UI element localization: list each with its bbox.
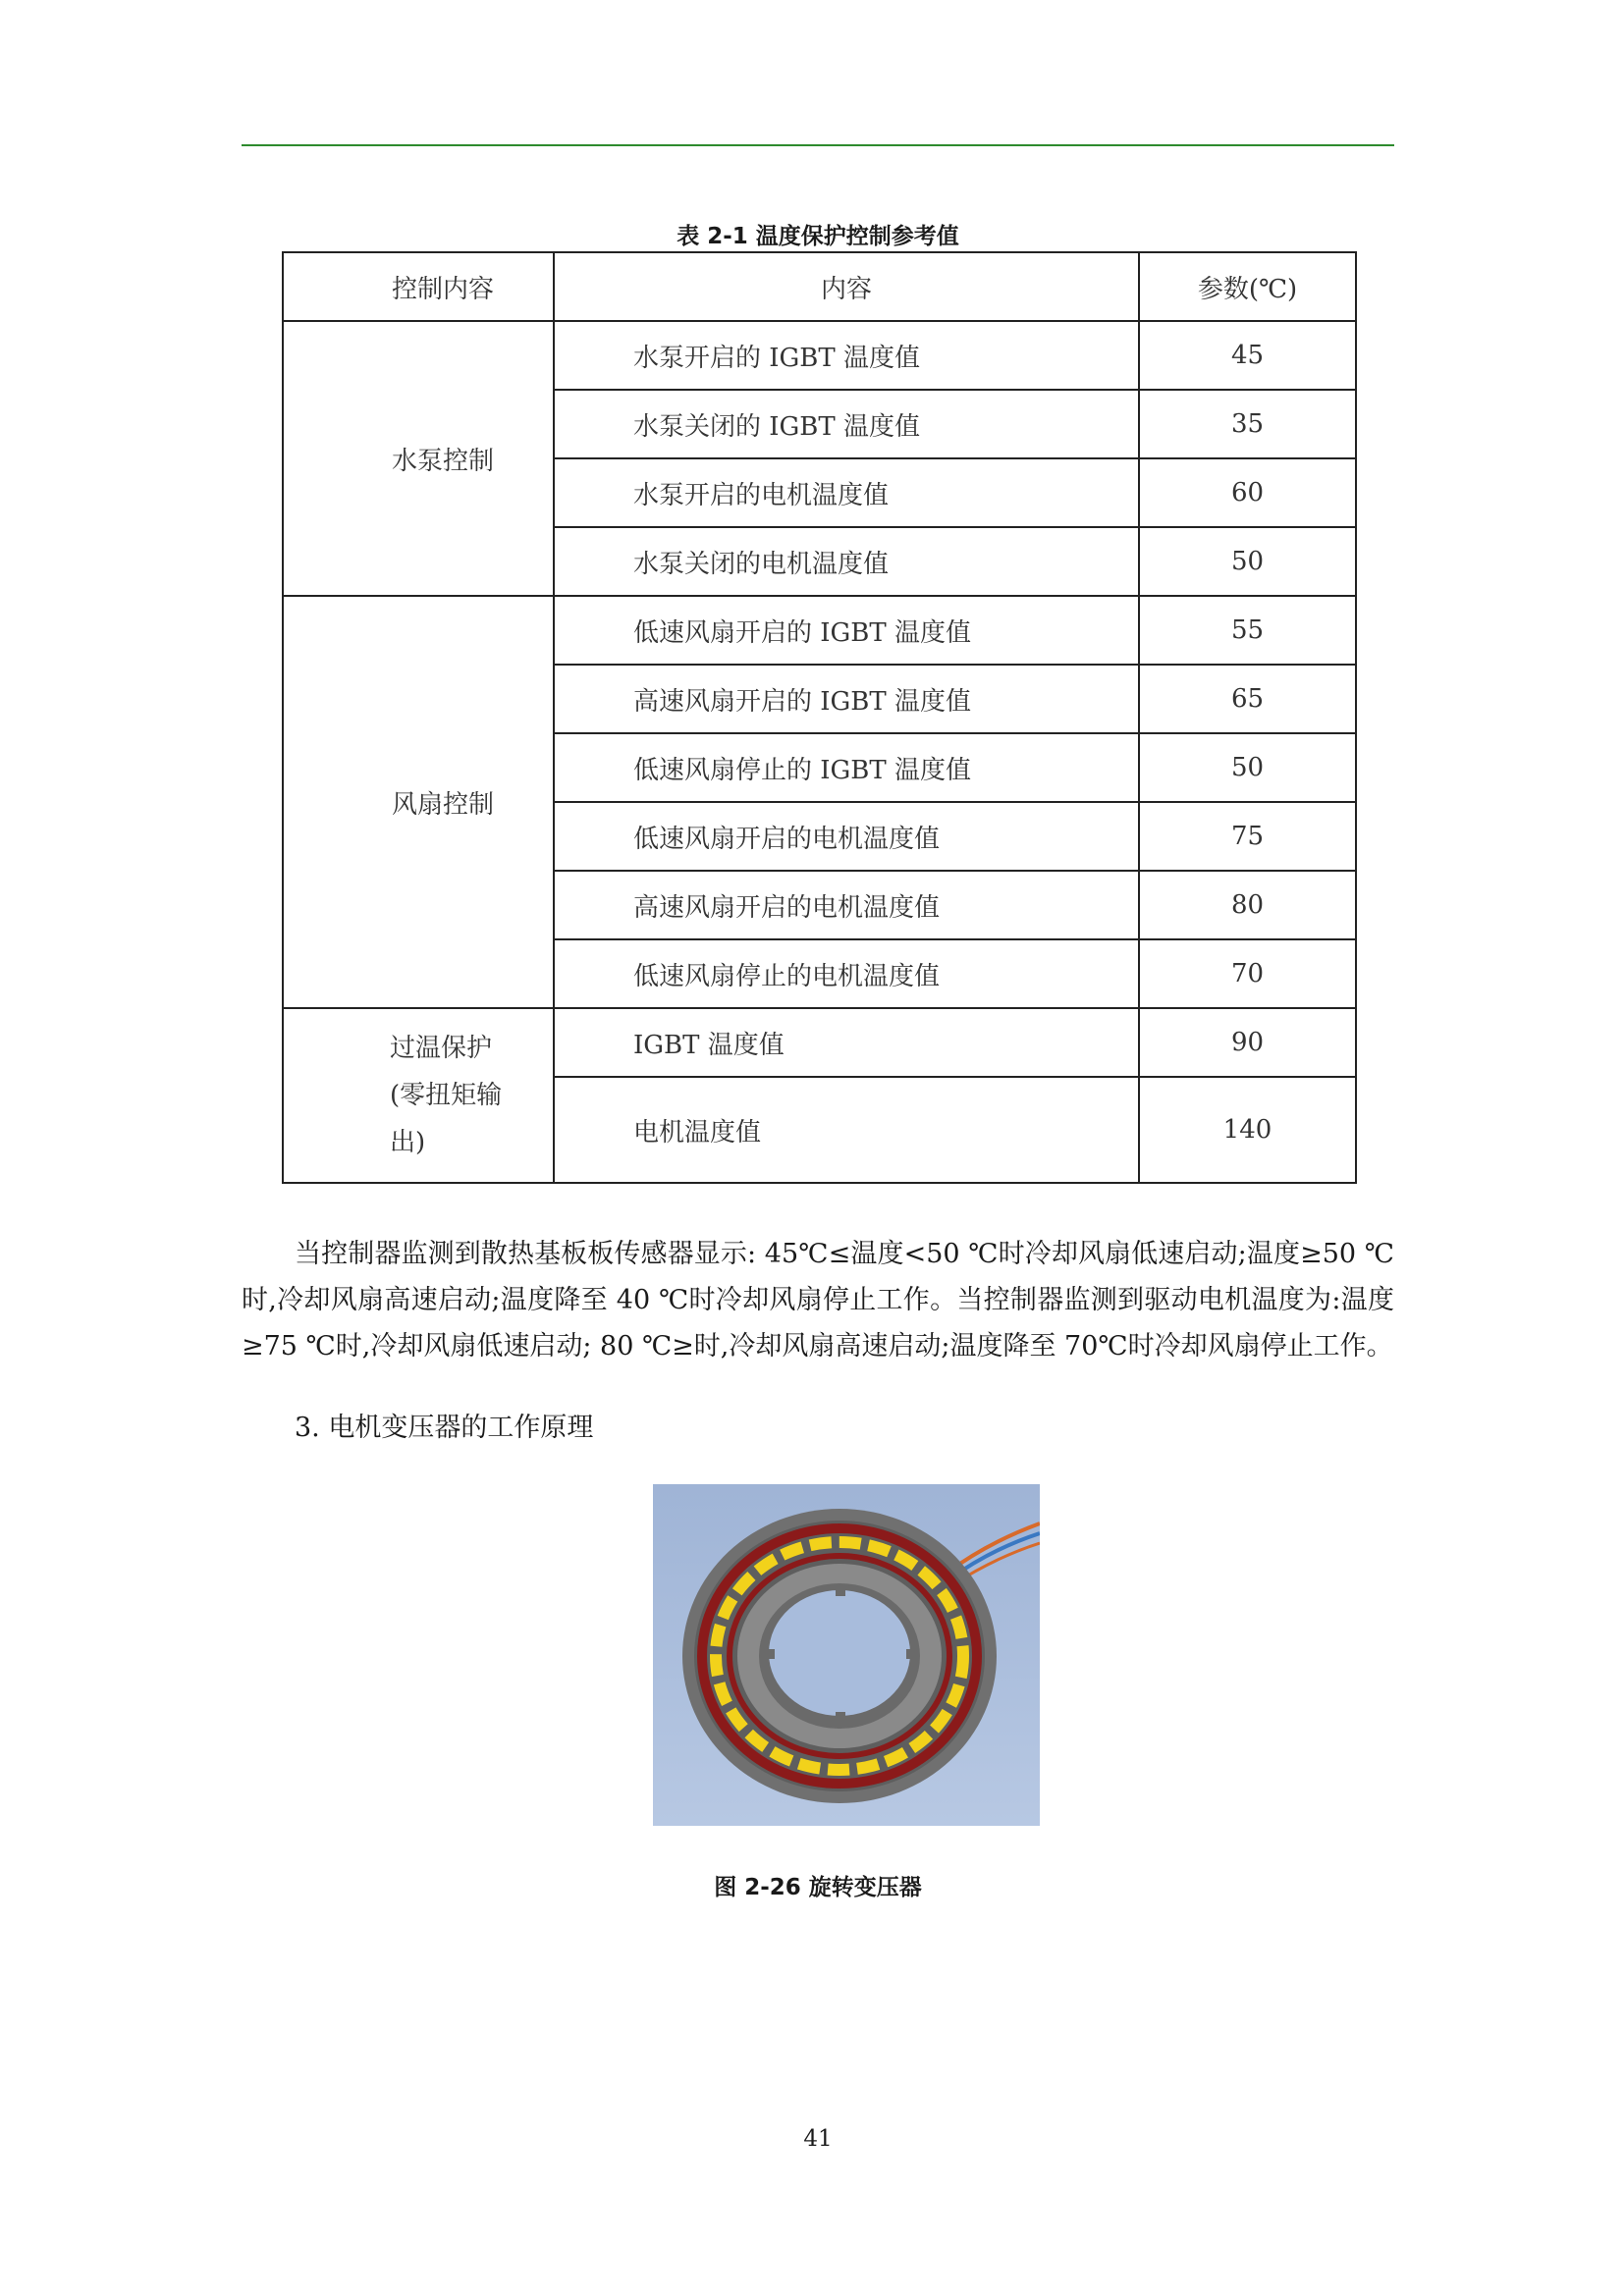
row-value: 140: [1139, 1077, 1356, 1183]
figure-caption: 图 2-26 旋转变压器: [714, 1875, 922, 1900]
row-value: 50: [1139, 527, 1356, 596]
temperature-parameter-table: [282, 251, 1357, 1184]
row-item: 水泵开启的 IGBT 温度值: [554, 321, 1139, 390]
row-value: 55: [1139, 596, 1356, 665]
row-value: 70: [1139, 939, 1356, 1008]
row-item: 水泵关闭的电机温度值: [554, 527, 1139, 596]
row-item: 低速风扇停止的电机温度值: [554, 939, 1139, 1008]
notch: [836, 1712, 845, 1720]
group-name-line: 过温保护: [390, 1034, 493, 1063]
row-value: 35: [1139, 390, 1356, 458]
rotary-transformer-figure: [653, 1484, 1040, 1826]
paragraph-text: 当控制器监测到散热基板板传感器显示: 45℃≤温度<50 ℃时冷却风扇低速启动;温度≥50 ℃时,冷却风扇高速启动;温度降至 40 ℃时冷却风扇停止工作。当控制器监测到驱动电机温度为:温度≥75 ℃时,冷却风扇低速启动; 80 ℃≥时,冷却风扇高速启动;温度降至 70℃时冷却风扇停止工作。: [242, 1239, 1394, 1362]
section-heading: 3. 电机变压器的工作原理: [295, 1413, 594, 1443]
row-value: 50: [1139, 733, 1356, 802]
row-item: 低速风扇开启的 IGBT 温度值: [554, 596, 1139, 665]
header-control-content: 控制内容: [283, 252, 554, 321]
group-fan-control: 风扇控制: [283, 596, 554, 1008]
group-overtemp-protection: [283, 1008, 554, 1183]
table-row: [283, 321, 1356, 390]
row-item: 高速风扇开启的电机温度值: [554, 871, 1139, 939]
rotary-transformer-image: [653, 1484, 1040, 1826]
table-caption: 表 2-1 温度保护控制参考值: [677, 224, 959, 249]
row-value: 80: [1139, 871, 1356, 939]
header-rule: [242, 144, 1394, 146]
row-item: 水泵开启的电机温度值: [554, 458, 1139, 527]
page-number: 41: [803, 2126, 833, 2152]
row-item: IGBT 温度值: [554, 1008, 1139, 1077]
group-name-line: (零扭矩输: [390, 1081, 503, 1110]
center-bore: [769, 1590, 910, 1716]
row-item: 高速风扇开启的 IGBT 温度值: [554, 665, 1139, 733]
header-parameter: 参数(℃): [1139, 252, 1356, 321]
row-value: 45: [1139, 321, 1356, 390]
row-item: 低速风扇开启的电机温度值: [554, 802, 1139, 871]
notch: [906, 1649, 914, 1659]
group-name-line: 出): [390, 1128, 426, 1157]
group-pump-control: 水泵控制: [283, 321, 554, 596]
table-row: [283, 1008, 1356, 1077]
header-content: 内容: [554, 252, 1139, 321]
row-item: 电机温度值: [554, 1077, 1139, 1183]
row-value: 60: [1139, 458, 1356, 527]
table-row: [283, 596, 1356, 665]
table-header-row: [283, 252, 1356, 321]
notch: [767, 1649, 775, 1659]
notch: [836, 1588, 845, 1596]
row-item: 低速风扇停止的 IGBT 温度值: [554, 733, 1139, 802]
row-value: 75: [1139, 802, 1356, 871]
row-value: 65: [1139, 665, 1356, 733]
body-paragraph: [242, 1231, 1394, 1369]
row-item: 水泵关闭的 IGBT 温度值: [554, 390, 1139, 458]
row-value: 90: [1139, 1008, 1356, 1077]
